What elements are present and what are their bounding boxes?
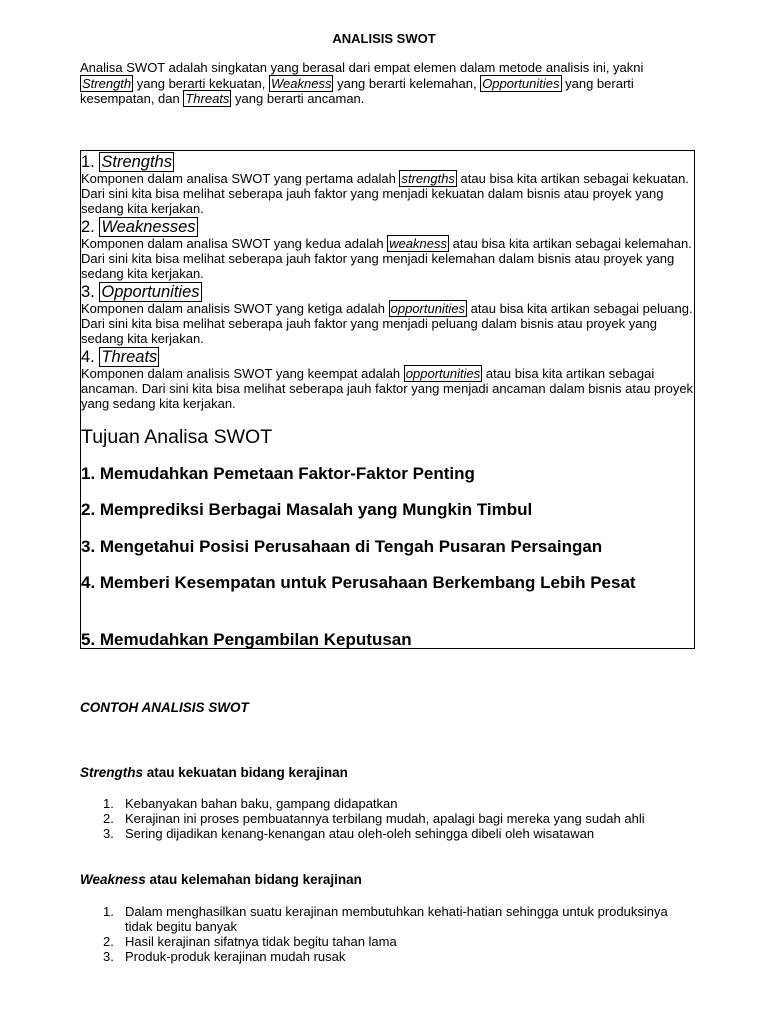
intro-keyword-strength: Strength	[82, 75, 132, 91]
tujuan-heading: Tujuan Analisa SWOT	[81, 426, 273, 448]
section-name: Weaknesses	[101, 218, 196, 236]
subheading-emphasis: Weakness	[80, 872, 146, 887]
intro-text-1: Analisa SWOT adalah singkatan yang berasal dari empat elemen dalam metode analisis ini, yakni	[80, 60, 644, 75]
list-item-text: Hasil kerajinan sifatnya tidak begitu tahan lama	[125, 934, 397, 949]
section-number: 1.	[81, 153, 100, 171]
list-item	[80, 811, 680, 826]
section-text: Komponen dalam analisa SWOT yang kedua adalah	[81, 236, 388, 251]
swot-components-box	[80, 150, 695, 649]
list-number: 2.	[103, 934, 114, 949]
section-heading-strengths	[81, 152, 174, 172]
contoh-heading: CONTOH ANALISIS SWOT	[80, 700, 249, 715]
list-number: 3.	[103, 826, 114, 841]
section-body-strengths	[81, 171, 696, 216]
tujuan-item: 5. Memudahkan Pengambilan Keputusan	[81, 630, 412, 649]
section-number: 2.	[81, 218, 100, 236]
intro-text-5: yang berarti ancaman.	[231, 91, 365, 106]
tujuan-item: 1. Memudahkan Pemetaan Faktor-Faktor Penting	[81, 464, 475, 483]
subheading-emphasis: Strengths	[80, 765, 144, 780]
list-item	[80, 826, 680, 841]
list-item-text: Sering dijadikan kenang-kenangan atau oleh-oleh sehingga dibeli oleh wisatawan	[125, 826, 595, 841]
section-keyword: weakness	[389, 236, 447, 251]
section-text: atau bisa kita artikan sebagai ancaman. Dari sini kita bisa melihat seberapa jauh faktor yang menjadi ancaman dalam bisnis atau proyek yang sedang kita kerjakan.	[81, 366, 694, 411]
tujuan-item: 4. Memberi Kesempatan untuk Perusahaan Berkembang Lebih Pesat	[81, 573, 636, 592]
list-number: 1.	[103, 796, 114, 811]
strengths-list	[80, 796, 680, 841]
section-name: Strengths	[101, 153, 172, 171]
intro-text-4: yang berarti kesempatan, dan	[80, 75, 634, 106]
strengths-subheading	[80, 765, 348, 780]
list-item-text: Produk-produk kerajinan mudah rusak	[125, 949, 346, 964]
tujuan-item: 3. Mengetahui Posisi Perusahaan di Tengah Pusaran Persaingan	[81, 537, 603, 556]
section-keyword: opportunities	[405, 366, 481, 381]
list-number: 3.	[103, 949, 114, 964]
section-body-opportunities	[81, 301, 696, 346]
intro-paragraph	[80, 60, 695, 107]
weakness-subheading	[80, 872, 362, 887]
section-name: Opportunities	[101, 283, 200, 301]
list-item	[80, 796, 680, 811]
list-item	[80, 904, 680, 934]
section-text: Komponen dalam analisa SWOT yang pertama adalah	[81, 171, 400, 186]
section-heading-weaknesses	[81, 217, 198, 237]
weakness-list	[80, 904, 680, 964]
list-item	[80, 934, 680, 949]
subheading-text: atau kelemahan bidang kerajinan	[145, 872, 362, 887]
section-text: Komponen dalam analisis SWOT yang keempat adalah	[81, 366, 404, 381]
list-item-text: Kebanyakan bahan baku, gampang didapatkan	[125, 796, 398, 811]
intro-keyword-opportunities: Opportunities	[482, 75, 560, 91]
section-text: Komponen dalam analisis SWOT yang ketiga adalah	[81, 301, 389, 316]
section-text: atau bisa kita artikan sebagai kekuatan. Dari sini kita bisa melihat seberapa jauh faktor yang menjadi kekuatan dalam bisnis atau proyek yang sedang kita kerjakan.	[81, 171, 689, 216]
list-item	[80, 949, 680, 964]
list-item-text: Dalam menghasilkan suatu kerajinan membutuhkan kehati-hatian sehingga untuk produksinya tidak begitu banyak	[125, 904, 668, 934]
section-body-weaknesses	[81, 236, 696, 281]
intro-keyword-threats: Threats	[185, 91, 230, 106]
document-title: ANALISIS SWOT	[332, 31, 436, 46]
section-number: 3.	[81, 283, 100, 301]
section-heading-threats	[81, 347, 159, 367]
intro-text-2: yang berarti kekuatan,	[133, 75, 270, 91]
list-item-text: Kerajinan ini proses pembuatannya terbilang mudah, apalagi bagi mereka yang sudah ahli	[125, 811, 645, 826]
section-number: 4.	[81, 348, 100, 366]
list-number: 2.	[103, 811, 114, 826]
section-text: atau bisa kita artikan sebagai kelemahan. Dari sini kita bisa melihat seberapa jauh faktor yang menjadi kelemahan dalam bisnis atau proyek yang sedang kita kerjakan.	[81, 236, 692, 281]
section-text: atau bisa kita artikan sebagai peluang. Dari sini kita bisa melihat seberapa jauh faktor yang menjadi peluang dalam bisnis atau proyek yang sedang kita kerjakan.	[81, 301, 693, 346]
section-body-threats	[81, 366, 696, 411]
section-keyword: opportunities	[390, 301, 466, 316]
intro-keyword-weakness: Weakness	[271, 75, 332, 91]
subheading-text: atau kekuatan bidang kerajinan	[143, 765, 348, 780]
list-number: 1.	[103, 904, 114, 919]
section-name: Threats	[101, 348, 158, 366]
tujuan-item: 2. Memprediksi Berbagai Masalah yang Mungkin Timbul	[81, 500, 533, 519]
section-heading-opportunities	[81, 282, 202, 302]
intro-text-3: yang berarti kelemahan,	[333, 75, 481, 91]
section-keyword: strengths	[401, 171, 455, 186]
